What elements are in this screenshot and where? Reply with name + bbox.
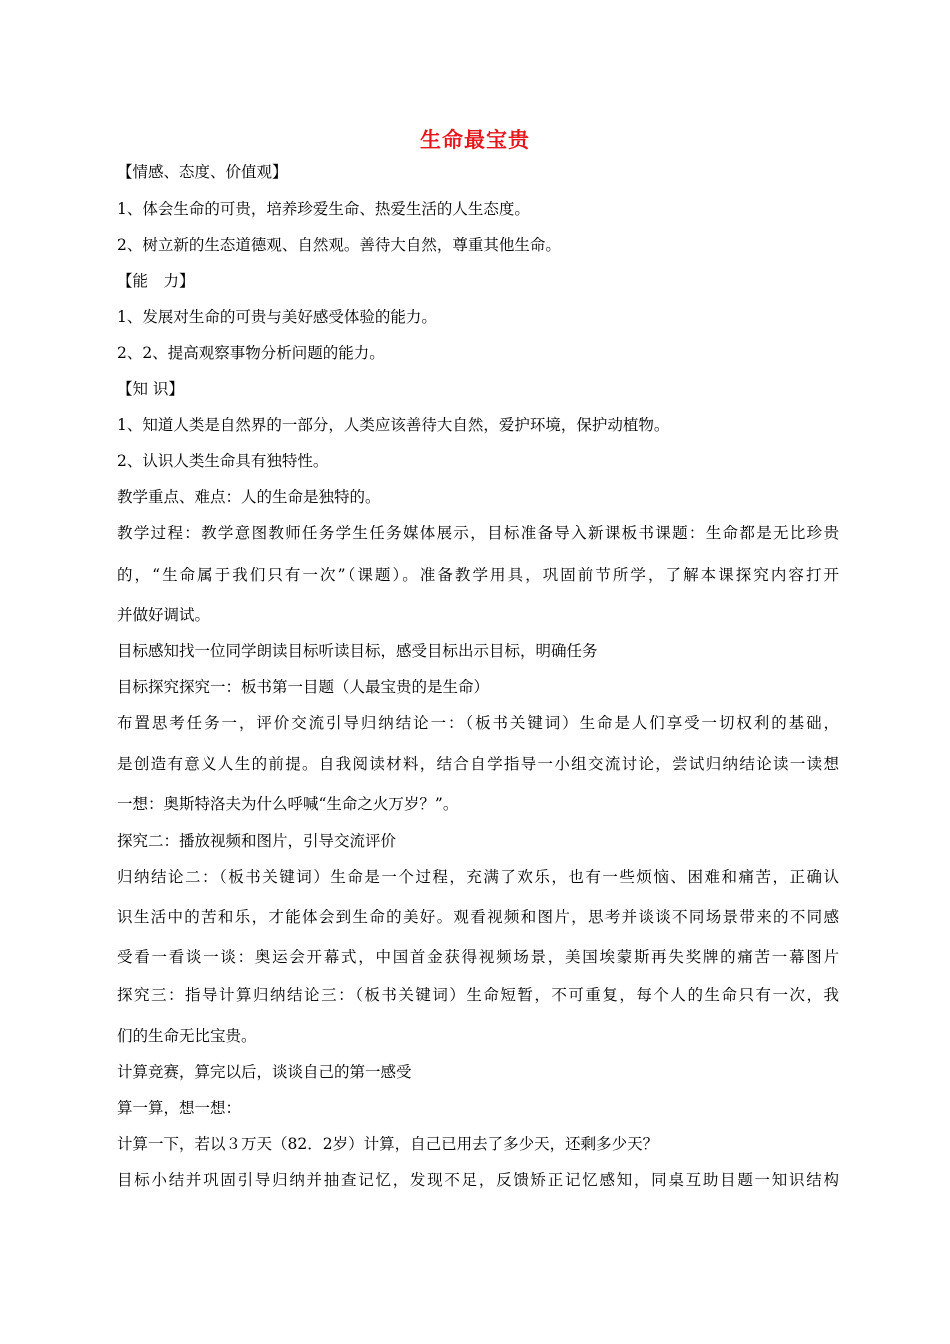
text-line: 识生活中的苦和乐，才能体会到生命的美好。观看视频和图片，思考并谈谈不同场景带来的不同感 [117, 908, 839, 926]
text-line: 探究二：播放视频和图片，引导交流评价 [117, 832, 397, 850]
text-line: 2、2、提高观察事物分析问题的能力。 [117, 344, 385, 362]
text-line: 1、体会生命的可贵，培养珍爱生命、热爱生活的人生态度。 [117, 200, 530, 218]
text-line: 1、知道人类是自然界的一部分，人类应该善待大自然，爱护环境，保护动植物。 [117, 416, 670, 434]
text-line: 目标小结并巩固引导归纳并抽查记忆，发现不足，反馈矫正记忆感知，同桌互助目题一知识结构 [117, 1171, 839, 1189]
text-line: 一想：奥斯特洛夫为什么呼喊“生命之火万岁？”。 [117, 795, 459, 813]
text-line: 受看一看谈一谈：奥运会开幕式，中国首金获得视频场景，美国埃蒙斯再失奖牌的痛苦一幕图片 [117, 948, 839, 966]
section-heading-values: 【情感、态度、价值观】 [117, 163, 288, 181]
text-line: 计算一下，若以３万天（82．2岁）计算，自己已用去了多少天，还剩多少天？ [117, 1135, 659, 1153]
text-line: 2、树立新的生态道德观、自然观。善待大自然，尊重其他生命。 [117, 236, 561, 254]
text-line: 教学过程：教学意图教师任务学生任务媒体展示，目标准备导入新课板书课题：生命都是无比珍贵 [117, 524, 839, 542]
text-line: 归纳结论二：（板书关键词）生命是一个过程，充满了欢乐，也有一些烦恼、困难和痛苦，正确认 [117, 868, 839, 886]
text-line: 布置思考任务一，评价交流引导归纳结论一：（板书关键词）生命是人们享受一切权利的基础， [117, 714, 839, 732]
text-line: 计算竞赛，算完以后，谈谈自己的第一感受 [117, 1063, 412, 1081]
text-line: 目标感知找一位同学朗读目标听读目标，感受目标出示目标，明确任务 [117, 642, 598, 660]
document-title: 生命最宝贵 [420, 128, 530, 152]
text-line: 探究三：指导计算归纳结论三：（板书关键词）生命短暂，不可重复，每个人的生命只有一次，我 [117, 986, 839, 1004]
text-line: 是创造有意义人生的前提。自我阅读材料，结合自学指导一小组交流讨论，尝试归纳结论读一读想 [117, 755, 839, 773]
text-line: 1、发展对生命的可贵与美好感受体验的能力。 [117, 308, 437, 326]
text-line: 算一算，想一想： [117, 1099, 242, 1117]
text-line: 的，“生命属于我们只有一次”（课题）。准备教学用具，巩固前节所学，了解本课探究内容打开 [117, 566, 839, 584]
text-line: 们的生命无比宝贵。 [117, 1027, 257, 1045]
text-line: 教学重点、难点：人的生命是独特的。 [117, 488, 381, 506]
section-heading-ability: 【能 力】 [117, 272, 195, 290]
section-heading-knowledge: 【知 识】 [117, 380, 184, 398]
text-line: 并做好调试。 [117, 606, 211, 624]
text-line: 2、认识人类生命具有独特性。 [117, 452, 329, 470]
text-line: 目标探究探究一：板书第一目题（人最宝贵的是生命） [117, 678, 490, 696]
